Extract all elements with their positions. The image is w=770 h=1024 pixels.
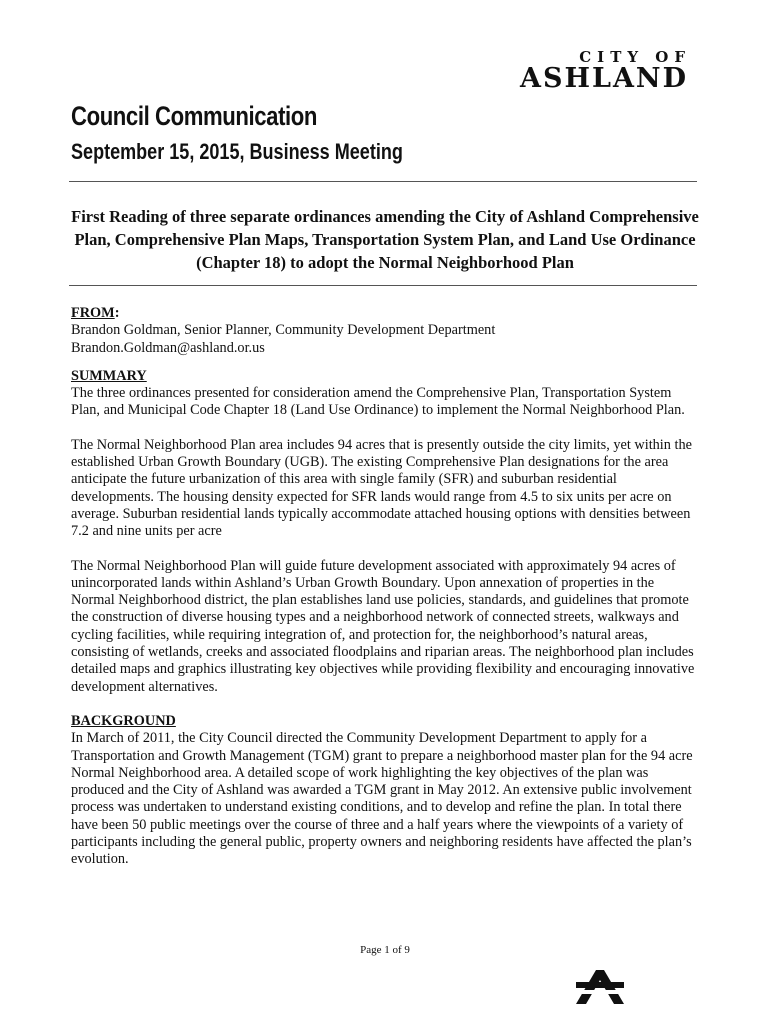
city-of-ashland-logo — [520, 48, 691, 94]
from-email: Brandon.Goldman@ashland.or.us — [71, 339, 265, 356]
document-body — [71, 305, 701, 886]
background-section — [71, 713, 701, 869]
summary-paragraph: The three ordinances presented for consideration amend the Comprehensive Plan, Transportation System Plan, and Municipal Code Chapter 18 (Land Use Ordinance) to implement the Normal Neighborhood Plan. — [71, 385, 685, 419]
from-section — [71, 305, 701, 357]
from-name: Brandon Goldman, Senior Planner, Community Development Department — [71, 322, 496, 339]
document-title: Council Communication — [71, 101, 317, 131]
logo-line-city-of: CITY OF — [579, 48, 691, 66]
ashland-a-mark-icon — [574, 968, 626, 1006]
from-label: FROM — [71, 305, 115, 321]
heading-divider — [69, 285, 697, 286]
logo-line-ashland: ASHLAND — [520, 63, 688, 94]
agenda-item-heading: First Reading of three separate ordinances amending the City of Ashland Comprehensive Plan, Comprehensive Plan Maps, Transportation System Plan, and Land Use Ordinance (Chapter 18) to adopt the Normal Neighborhood Plan — [71, 207, 699, 272]
summary-label: SUMMARY — [71, 367, 147, 384]
summary-section — [71, 368, 701, 696]
background-paragraph: In March of 2011, the City Council directed the Community Development Department to apply for a Transportation and Growth Management (TGM) grant to prepare a neighborhood master plan for the 94 acre Normal Neighborhood area. A detailed scope of work highlighting the key objectives of the plan was produced and the City of Ashland was awarded a TGM grant in May 2012. An extensive public involvement process was undertaken to understand existing conditions, and to develop and refine the plan. In total there have been 50 public meetings over the course of three and a half years where the viewpoints of a variety of participants including the general public, property owners and neighboring residents have affected the plan’s evolution. — [71, 730, 693, 868]
page-number: Page 1 of 9 — [360, 944, 410, 956]
summary-paragraph: The Normal Neighborhood Plan area includes 94 acres that is presently outside the city limits, yet within the established Urban Growth Boundary (UGB). The existing Comprehensive Plan designations for the area anticipate the future urbanization of this area with single family (SFR) and suburban residential developments. The housing density expected for SFR lands would range from 4.5 to six units per acre on average. Suburban residential lands typically accommodate attached housing options with densities between 7.2 and nine units per acre — [71, 436, 692, 540]
background-label: BACKGROUND — [71, 712, 176, 729]
meeting-date: September 15, 2015, Business Meeting — [71, 139, 403, 164]
from-colon: : — [114, 305, 120, 321]
summary-paragraph: The Normal Neighborhood Plan will guide future development associated with approximately 94 acres of unincorporated lands within Ashland’s Urban Growth Boundary. Upon annexation of properties in the Normal Neighborhood district, the plan establishes land use policies, standards, and guidelines that promote the construction of diverse housing types and a neighborhood network of connected streets, walkways and cycling facilities, while requiring integration of, and protection for, the neighborhood’s natural areas, consisting of wetlands, creeks and associated floodplains and riparian areas. The neighborhood plan includes detailed maps and graphics illustrating key objectives while providing flexibility and encouraging innovative development alternatives. — [71, 557, 695, 695]
top-divider — [69, 181, 697, 182]
